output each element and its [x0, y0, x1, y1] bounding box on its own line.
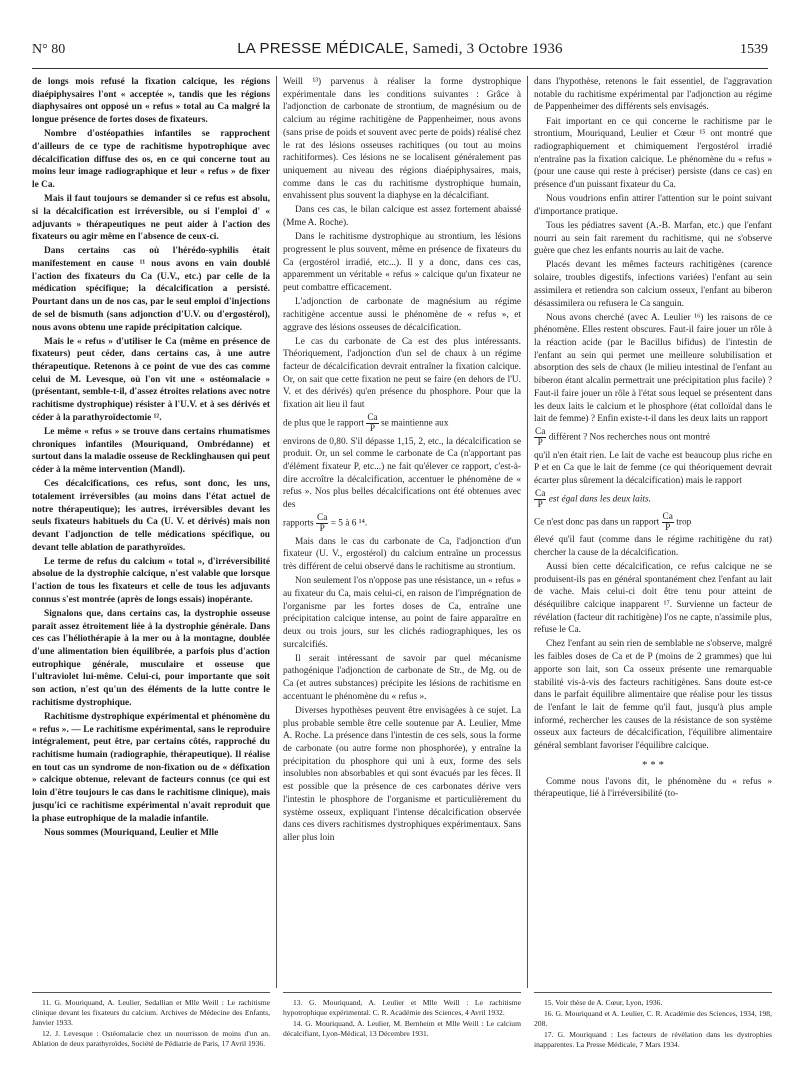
paragraph: Nombre d'ostéopathies infantiles se rapprochent d'ailleurs de ce type de rachitisme hypotrophique avec décalcification diffuse des os, en ce qui concerne tout au moins leur image radiographique et leur « refus » de fixer le Ca. — [32, 129, 270, 191]
running-head — [32, 40, 768, 58]
ratio-tail: = 5 à 6 ¹⁴. — [330, 518, 368, 529]
column-1 — [32, 76, 270, 988]
paragraph: Il serait intéressant de savoir par quel mécanisme pathogénique l'adjonction de carbonate de Str., de Mg. ou de Ca (et autres substances) précipite les lésions de rachitisme en accentuant le phénomène du « refus ». — [283, 653, 521, 702]
ratio-lead: rapports — [283, 518, 314, 529]
ca-p-ratio — [534, 427, 546, 448]
ratio-line — [534, 489, 772, 510]
ca-p-ratio — [662, 512, 674, 533]
paragraph: de longs mois refusé la fixation calcique, les régions diaépiphysaires l'ont « acceptée », tandis que les régions diaphysaires ont opposé un « refus » total au Ca malgré la longue présence de fortes doses de fixateurs. — [32, 77, 270, 126]
paragraph: Dans le rachitisme dystrophique au strontium, les lésions progressent le plus souvent, même en présence de fixateurs du Ca (ergostérol irradié, etc...). Il y a donc, dans ces cas, apparemment un véritable « refus » calcique qu'un fixateur ne peut combattre efficacement. — [283, 232, 521, 294]
paragraph: L'adjonction de carbonate de magnésium au régime rachitigène accentue aussi le phénomène de « refus », et aggrave des lésions osseuses de décalcification. — [283, 297, 521, 333]
paragraph: Ces décalcifications, ces refus, sont donc, les uns, totalement irréversibles (au moins dans l'état actuel de notre thérapeutique); les autres, irréversibles devant les seuls fixateurs habituels du Ca (U. V. et dérivés) mais non devant l'adjonction de telle médications spécifique, ou devant telle ablation de parathyroïdes. — [32, 479, 270, 553]
column-divider — [527, 76, 528, 988]
paragraph: Weill ¹³) parvenus à réaliser la forme dystrophique expérimentale dans les conditions suivantes : Grâce à l'adjonction de carbonate de strontium, de magnésium ou de calcium au régime rachitigène de Pappenheimer, nous avons (sans prise de poids et souvent avec perte de poids) réalisé chez le rat des lésions osseuses rachitiques (ou tout au moins rachitiformes). Ces lésions ne se localisent généralement pas uniquement au niveau des régions diaépiphysaires, mais, comme dans le cas du rachitisme dystrophique humain, envahissent plus souvent la diaphyse en la décalcifiant. — [283, 77, 521, 202]
footnote: 16. G. Mouriquand et A. Leulier, C. R. Académie des Sciences, 1934, 198, 208. — [534, 1009, 772, 1028]
footnote: 13. G. Mouriquand, A. Leulier et Mlle Weill : Le rachitisme hypotrophique expérimental. C. R. Académie des Sciences, 4 Avril 1932. — [283, 998, 521, 1017]
section-paragraph: Rachitisme dystrophique expérimental et phénomène du « refus ». — Le rachitisme expérimental, sans le reproduire intégralement, peut être, par certains côtés, rapproché du rachitisme humain (radiographie, thérapeutique). Il réalise en tout cas un syndrome de non-fixation ou de « défixation » calcique obtenue, relevant de facteurs connus (ce qui est loin d'être toujours le cas dans le rachitisme clinique), mais jusqu'ici ce rachitisme expérimental n'avait reproduit que la phase eutrophique de la maladie infantile. — [32, 711, 270, 824]
paragraph: Mais le « refus » d'utiliser le Ca (même en présence de fixateurs) peut céder, dans certains cas, à une autre thérapeutique. Retenons à ce point de vue des cas comme celui de M. Levesque, où l'on vit une « ostéomalacie » (présentant, semble-t-il, d'assez étroites relations avec notre rachitisme dystrophique) résister à l'U.V. et à ses dérivés et céder à la parathyroïdectomie ¹². — [32, 336, 270, 423]
ratio-line — [283, 413, 521, 434]
section-asterism: * * * — [642, 758, 664, 771]
footnote-divider — [32, 992, 270, 993]
footnote: 12. J. Levesque : Ostéomalacie chez un nourrisson de moins d'un an. Ablation de deux parathyroïdes, Société de Pédiatrie de Paris, 17 Avril 1936. — [32, 1029, 270, 1048]
paragraph: Nous avons cherché (avec A. Leulier ¹⁶) les raisons de ce phénomène. Elles restent obscures. Faut-il faire jouer un rôle à la réaction acide (par le Bacillus bifidus) de l'intestin de l'enfant au sein qui permet une meilleure solubilisation et absorption des sels de chaux (le milieu intestinal de l'enfant au biberon étant alcalin permettrait une précipitation plus facile) ? Faut-il faire jouer un rôle à l'état sous lequel se présentent dans les deux laits le calcium et le phosphore (état colloïdal dans le lait de femme) ? Enfin existe-t-il dans les deux laits un rapport — [534, 312, 772, 425]
paragraph: Placés devant les mêmes facteurs rachitigènes (carence solaire, troubles digestifs, infections variées) l'enfant au sein assimilera et retiendra son calcium osseux, l'enfant au biberon désassimilera ou refusera le Ca sanguin. — [534, 260, 772, 309]
ratio-line — [534, 427, 772, 448]
footnote-divider — [283, 992, 521, 993]
footnote: 14. G. Mouriquand, A. Leulier, M. Bernheim et Mlle Weill : Le calcium décalcifiant, Lyon-Médical, 13 Décembre 1931. — [283, 1019, 521, 1038]
page-header — [32, 34, 768, 69]
ratio-lead: Ce n'est donc pas dans un rapport — [534, 517, 660, 528]
ratio-denominator: P — [319, 524, 325, 535]
ratio-denominator: P — [537, 438, 543, 449]
ratio-equation — [283, 513, 521, 534]
ratio-denominator: P — [537, 500, 543, 511]
ratio-line — [534, 512, 772, 533]
paragraph: Aussi bien cette décalcification, ce refus calcique ne se produisent-ils pas en général spontanément chez l'enfant au lait de vache. Mais celui-ci doit être tenu pour atteint de déséquilibre calcique inapparent ¹⁷. Survienne un facteur de révélation (facteur dit rachitigène) l'os ne capte, n'assimile plus, refuse le Ca. — [534, 561, 772, 636]
paragraph: Diverses hypothèses peuvent être envisagées à ce sujet. La plus probable semble être celle soutenue par A. Leulier, Mme A. Roche. La présence dans l'intestin de ces sels, sous la forme de carbonate (ou autre forme non phosphorée), y entraîne la précipitation du phosphore qui uni à eux, forme des sels insolubles non absorbables et qui sont évacués par les fèces. Il est possible que la présence de ces carbonates dérive vers l'intestin le phosphore de l'organisme et particulièrement du système osseux, expliquant l'intense décalcification observée dans ces divers rachitismes dystrophiques expérimentaux. Sans aller plus loin — [283, 705, 521, 843]
ca-p-ratio — [316, 513, 328, 534]
paragraph: Non seulement l'os n'oppose pas une résistance, un « refus » au fixateur du Ca, mais celui-ci, en raison de l'imprégnation de l'organisme par les fortes doses de Ca, entraîne une précipitation calcique intense, au point de faire apparaître en deux ou trois jours, sur les clichés radiographiques, les os surcalcifiés. — [283, 576, 521, 650]
paragraph: dans l'hypothèse, retenons le fait essentiel, de l'aggravation notable du rachitisme expérimental par l'adjonction au régime de Pappenheimer des différents sels envisagés. — [534, 77, 772, 113]
issue-number: N° 80 — [32, 42, 66, 57]
paragraph: Dans ces cas, le bilan calcique est assez fortement abaissé (Mme A. Roche). — [283, 205, 521, 229]
journal-title: LA PRESSE MÉDICALE, — [237, 40, 409, 57]
column-3 — [534, 76, 772, 988]
paragraph: Fait important en ce qui concerne le rachitisme par le strontium, Mouriquand, Leulier et Cœur ¹⁵ ont montré que radiographiquement et chimiquement l'ergostérol irradié n'entraîne pas la fixation calcique. Le phénomène du « refus » (pour une cause qui reste à préciser) persiste (dans ce cas) en présence d'un puissant fixateur du Ca. — [534, 116, 772, 191]
paragraph: Le même « refus » se trouve dans certains rhumatismes chroniques infantiles (Mouriquand, Ombrédanne) et surtout dans la maladie osseuse de Recklinghausen qui peut céder à la même intervention (Mandl). — [32, 426, 270, 476]
ratio-tail: se maintienne aux — [381, 418, 449, 429]
ca-p-ratio — [366, 413, 378, 434]
ratio-tail: est égal dans les deux laits. — [548, 494, 651, 505]
ratio-denominator: P — [369, 424, 376, 435]
paragraph: Comme nous l'avons dit, le phénomène du « refus » thérapeutique, lié à l'irréversibilité (to- — [534, 776, 772, 800]
footnote-divider — [534, 992, 772, 993]
footnote: 15. Voir thèse de A. Cœur, Lyon, 1936. — [544, 998, 663, 1007]
page-number: 1539 — [740, 42, 768, 57]
article-body — [32, 76, 772, 988]
ratio-numerator: Ca — [367, 413, 378, 424]
paragraph: Chez l'enfant au sein rien de semblable ne s'observe, malgré les faibles doses de Ca et de P (moins de 2 grammes) que lui apporte son lait, son Ca osseux présente une remarquable stabilité vis-à-vis des facteurs rachitigènes. Sans doute est-ce dans le parfait équilibre alimentaire que réalise pour les tissus de l'enfant le lait de femme qu'il faut, jusqu'à plus ample informé, rechercher les causes de la résistance de son système osseux aux facteurs de décalcification, l'équilibre alimentaire général semblant favoriser l'équilibre calcique. — [534, 639, 772, 752]
ratio-lead: de plus que le rapport — [283, 418, 364, 429]
ratio-denominator: P — [665, 522, 671, 533]
paragraph: qu'il n'en était rien. Le lait de vache est beaucoup plus riche en P et en Ca que le lait de femme (ce qui théoriquement devrait écarter plus sûrement la décalcification) mais le rapport — [534, 450, 772, 487]
column-2 — [283, 76, 521, 988]
paragraph: élevé qu'il faut (comme dans le régime rachitigène du rat) chercher la cause de la décalcification. — [534, 535, 772, 558]
footnote: 11. G. Mouriquand, A. Leulier, Sedallian et Mlle Weill : Le rachitisme clinique devant les fixateurs du calcium. Archives de Médecine des Enfants, Janvier 1933. — [32, 998, 270, 1027]
paragraph: Dans certains cas où l'hérédo-syphilis était manifestement en cause ¹¹ nous avons en vain doublé l'action des fixateurs du Ca (U.V., etc.) par celle de la médication spécifique; la décalcification a persisté. Pourtant dans un de nos cas, par le seul emploi d'injections de sel de bismuth (sans adjonction d'U.V. ou d'ergostérol), nous avons obtenu une rapide précipitation calcique. — [32, 246, 270, 333]
paragraph: Nous voudrions enfin attirer l'attention sur le point suivant d'importance pratique. — [534, 194, 772, 217]
ca-p-ratio — [534, 489, 546, 510]
ratio-numerator: Ca — [535, 489, 546, 500]
footnotes-column-1 — [32, 998, 270, 1050]
paragraph: Mais il faut toujours se demander si ce refus est absolu, si la décalcification est irréversible, ou si l'emploi d' « adjuvants » thérapeutiques ne peut aider à l'action des fixateurs ou agir même en l'absence de ceux-ci. — [32, 194, 270, 243]
paragraph: Mais dans le cas du carbonate de Ca, l'adjonction d'un fixateur (U. V., ergostérol) du calcium entraîne un processus très différent de celui observé dans le rachitisme au strontium. — [283, 536, 521, 573]
issue-date: Samedi, 3 Octobre 1936 — [412, 41, 563, 57]
footnotes-column-3 — [534, 998, 772, 1051]
footnotes-column-2 — [283, 998, 521, 1040]
footnote: 17. G. Mouriquand : Les facteurs de révélation dans les dystrophies inapparentes. La Presse Médicale, 7 Mars 1934. — [534, 1030, 772, 1049]
paragraph: Nous sommes (Mouriquand, Leulier et Mlle — [44, 827, 219, 838]
paragraph: environs de 0,80. S'il dépasse 1,15, 2, etc., la décalcification se produit. Or, un sel comme le carbonate de Ca (n'apportant pas d'élément fixateur P, etc...) ne fait qu'élever ce rapport, c'est-à-dire accroître la décalcification, accentuer le phénomène de « refus ». Nos plus belles décalcifications ont été obtenues avec des — [283, 436, 521, 511]
paragraph: Le cas du carbonate de Ca est des plus intéressants. Théoriquement, l'adjonction d'un sel de chaux à un régime facteur de décalcification devrait entraîner la fixation calcique. Or, on sait que cette fixation ne peut se faire (en dehors de l'U. V. et des dérivés) qu'en présence du phosphore. Pour que la fixation ait lieu il faut — [283, 336, 521, 411]
ratio-numerator: Ca — [316, 513, 328, 524]
paragraph: Tous les pédiatres savent (A.-B. Marfan, etc.) que l'enfant nourri au sein fait rarement du rachitisme, qui ne s'observe guère que chez les enfants nourris au lait de vache. — [534, 220, 772, 257]
column-divider — [276, 76, 277, 988]
ratio-tail: différent ? Nos recherches nous ont montré — [548, 432, 710, 443]
paragraph: Le terme de refus du calcium « total », d'irréversibilité absolue de la dystrophie calcique, n'est valable que lorsque l'action de tous les fixateurs et celle de tous les adjuvants connus s'est montrée (après de longs essais) inopérante. — [32, 556, 270, 605]
paragraph: Signalons que, dans certains cas, la dystrophie osseuse paraît assez étroitement liée à la dystrophie générale. Dans ces cas l'héliothérapie à la mer ou à la montagne, doublée d'une alimentation bien équilibrée, a parfois plus d'action eutrophique générale, musculaire et osseuse que l'ultraviolet lui-même. Celui-ci, pour importante que soit son action, n'est qu'un des éléments de la lutte contre le rachitisme dystrophique. — [32, 608, 270, 708]
ratio-numerator: Ca — [662, 511, 673, 522]
ratio-tail: trop — [676, 517, 692, 528]
ratio-numerator: Ca — [535, 427, 546, 438]
